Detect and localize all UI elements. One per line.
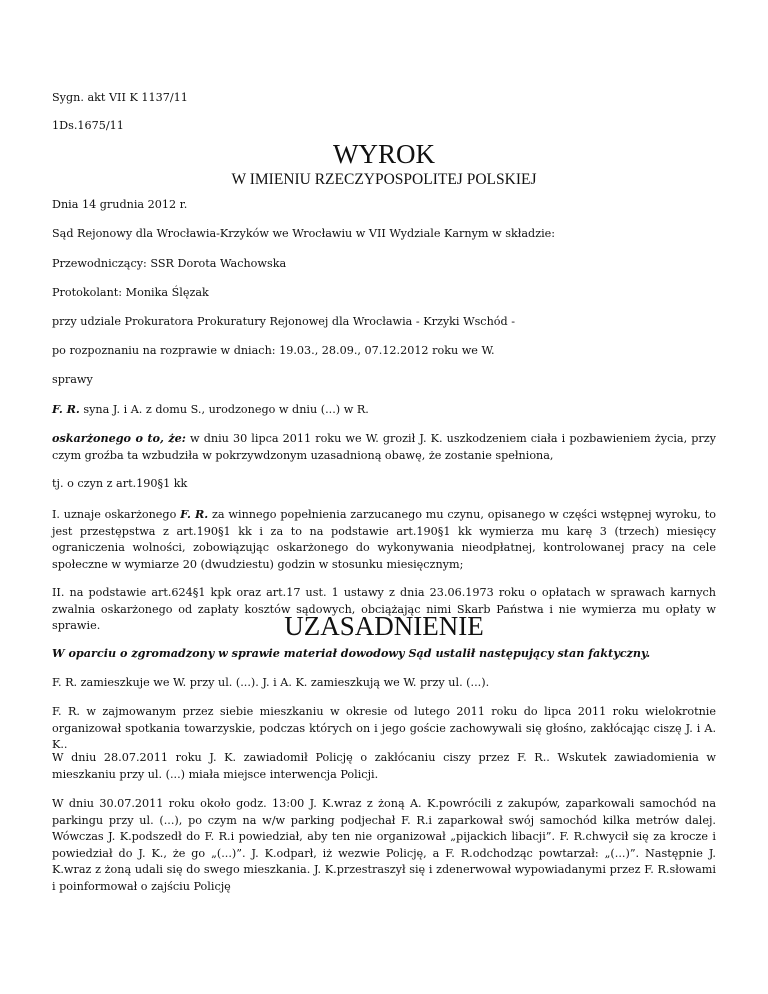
sentence-point-2: II. na podstawie art.624§1 kpk oraz art.17 ust. 1 ustawy z dnia 23.06.1973 roku o opłatach w sprawach karnych zwalnia oskarżonego od zapłaty kosztów sądowych, obciążając nimi Skarb Państwa i nie wymierza mu opłaty w sprawie. — [52, 586, 716, 633]
charge-text: w dniu 30 lipca 2011 roku we W. groził J. K. uszkodzeniem ciała i pozbawieniem życia, przy czym groźba ta wzbudziła w pokrzywdzonym uzasadnioną obawę, że zostanie spełniona, — [52, 432, 716, 462]
defendant-name: F. R. — [52, 402, 80, 416]
point1-prefix: I. uznaje oskarżonego — [52, 508, 181, 521]
court-composition: Sąd Rejonowy dla Wrocławia-Krzyków we Wrocławiu w VII Wydziale Karnym w składzie: — [52, 227, 556, 240]
hearing-dates: po rozpoznaniu na rozprawie w dniach: 19.03., 28.09., 07.12.2012 roku we W. — [52, 344, 495, 357]
sentence-point-1 — [52, 506, 716, 573]
charge-label: oskarżonego o to, że: — [52, 431, 186, 445]
justification-intro: W oparciu o zgromadzony w sprawie materiał dowodowy Sąd ustalił następujący stan faktyczny. — [52, 646, 651, 660]
justification-paragraph-1: F. R. zamieszkuje we W. przy ul. (...). J. i A. K. zamieszkują we W. przy ul. (...). — [52, 676, 490, 689]
presiding-judge: Przewodniczący: SSR Dorota Wachowska — [52, 257, 287, 270]
ds-number: 1Ds.1675/11 — [52, 119, 124, 132]
case-signature: Sygn. akt VII K 1137/11 — [52, 91, 188, 104]
justification-paragraph-3: W dniu 28.07.2011 roku J. K. zawiadomił Policję o zakłócaniu ciszy przez F. R.. Wskutek zawiadomienia w mieszkaniu przy ul. (...) miała miejsce interwencja Policji. — [52, 751, 716, 781]
point1-defendant: F. R. — [180, 507, 209, 521]
justification-paragraph-4: W dniu 30.07.2011 roku około godz. 13:00 J. K.wraz z żoną A. K.powrócili z zakupów, zaparkowali samochód na parkingu przy ul. (...), po czym na w/w parking podjechał F. R.i zaparkował swój samochód kilka metrów dalej. Wówczas J. K.podszedł do F. R.i powiedział, aby ten nie organizował „pijackich libacji”. F. R.chwycił się za krocze i powiedział do J. K., że go „(...)”. J. K.odparł, iż wezwie Policję, a F. R.odchodząc powtarzał: „(...)”. Następnie J. K.wraz z żoną udali się do swego mieszkania. J. K.przestraszył się i zdenerwował wypowiadanymi przez F. R.słowami i poinformował o zajściu Policję — [52, 797, 716, 893]
justification-paragraph-2: F. R. w zajmowanym przez siebie mieszkaniu w okresie od lutego 2011 roku do lipca 2011 roku wielokrotnie organizował spotkania towarzyskie, podczas których on i jego goście zachowywali się głośno, zakłócając ciszę J. i A. K.. — [52, 705, 716, 752]
court-clerk: Protokolant: Monika Ślęzak — [52, 286, 209, 299]
point1-text: za winnego popełnienia zarzucanego mu czynu, opisanego w części wstępnej wyroku, to jest przestępstwa z art.190§1 kk i za to na podstawie art.190§1 kk wymierza mu karę 3 (trzech) miesięcy ograniczenia wolności, zobowiązując oskarżonego do wykonywania nieodpłatnej, kontrolowanej pracy na cele społeczne w wymiarze 20 (dwudziestu) godzin w stosunku miesięcznym; — [52, 508, 717, 571]
verdict-title: WYROK — [333, 139, 435, 169]
verdict-subtitle: W IMIENIU RZECZYPOSPOLITEJ POLSKIEJ — [231, 171, 537, 188]
defendant-line — [52, 401, 369, 419]
case-word: sprawy — [52, 373, 93, 386]
charge-paragraph — [52, 430, 716, 464]
justification-title: UZASADNIENIE — [284, 611, 484, 641]
prosecutor-line: przy udziale Prokuratora Prokuratury Rejonowej dla Wrocławia - Krzyki Wschód - — [52, 315, 516, 328]
defendant-details: syna J. i A. z domu S., urodzonego w dniu (...) w R. — [79, 403, 369, 416]
legal-article: tj. o czyn z art.190§1 kk — [52, 477, 188, 490]
verdict-date: Dnia 14 grudnia 2012 r. — [52, 198, 188, 211]
